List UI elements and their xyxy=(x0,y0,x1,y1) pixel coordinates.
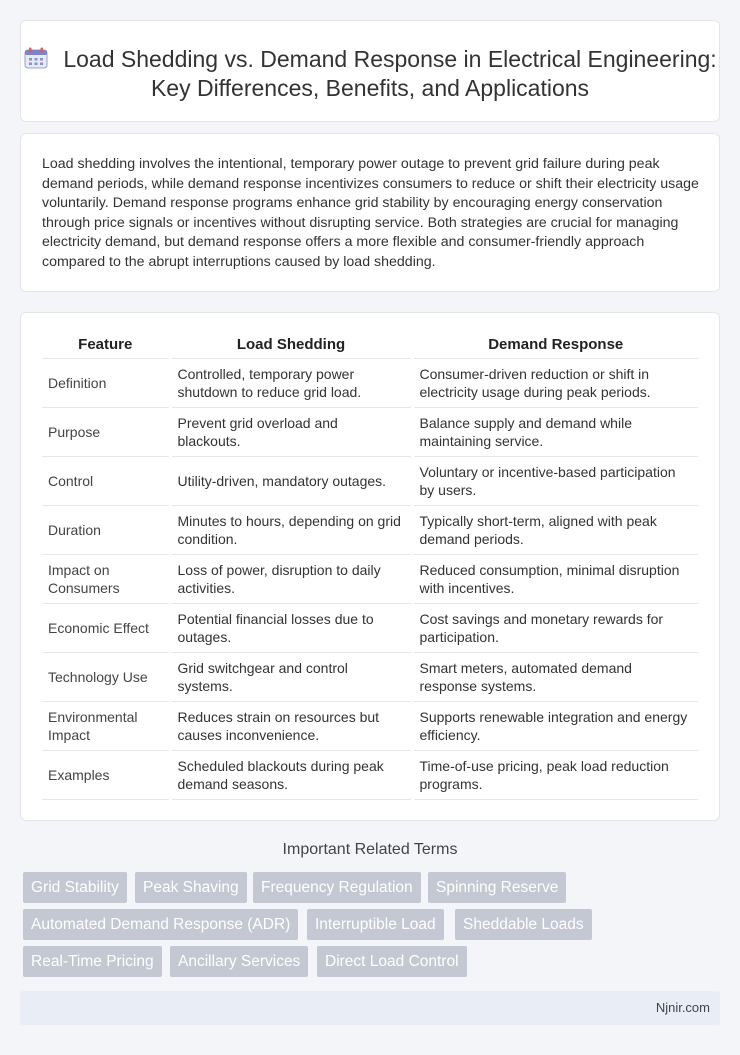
feature-cell: Duration xyxy=(42,505,170,554)
demand-response-cell: Consumer-driven reduction or shift in electricity usage during peak periods. xyxy=(412,358,698,407)
comparison-table-card xyxy=(20,312,720,821)
comparison-table xyxy=(42,335,698,800)
footer xyxy=(20,991,720,1025)
tag-automated-demand-response[interactable]: Automated Demand Response (ADR) xyxy=(23,909,298,940)
load-shedding-cell: Grid switchgear and control systems. xyxy=(170,652,412,701)
tag-ancillary-services[interactable]: Ancillary Services xyxy=(170,946,308,977)
load-shedding-cell: Controlled, temporary power shutdown to reduce grid load. xyxy=(170,358,412,407)
table-row xyxy=(42,407,698,456)
tag-interruptible-load[interactable]: Interruptible Load xyxy=(307,909,444,940)
table-row xyxy=(42,456,698,505)
table-row xyxy=(42,358,698,407)
tag-peak-shaving[interactable]: Peak Shaving xyxy=(135,872,247,903)
related-terms-heading: Important Related Terms xyxy=(282,841,458,858)
feature-cell: Control xyxy=(42,456,170,505)
tag-sheddable-loads[interactable]: Sheddable Loads xyxy=(455,909,592,940)
load-shedding-cell: Scheduled blackouts during peak demand seasons. xyxy=(170,750,412,799)
tag-real-time-pricing[interactable]: Real-Time Pricing xyxy=(23,946,162,977)
demand-response-cell: Reduced consumption, minimal disruption with incentives. xyxy=(412,554,698,603)
load-shedding-cell: Utility-driven, mandatory outages. xyxy=(170,456,412,505)
demand-response-cell: Supports renewable integration and energy efficiency. xyxy=(412,701,698,750)
page-title-text: Load Shedding vs. Demand Response in Electrical Engineering: Key Differences, Benefits, and Applications xyxy=(63,46,717,101)
table-row xyxy=(42,750,698,799)
demand-response-cell: Smart meters, automated demand response systems. xyxy=(412,652,698,701)
summary-text: Load shedding involves the intentional, temporary power outage to prevent grid failure during peak demand periods, while demand response incentivizes consumers to reduce or shift their electricity usage voluntarily. Demand response programs enhance grid stability by encouraging energy conservation through price signals or incentives without disrupting service. Both strategies are crucial for managing electricity demand, but demand response offers a more flexible and consumer-friendly approach compared to the abrupt interruptions caused by load shedding. xyxy=(42,156,699,270)
load-shedding-cell: Reduces strain on resources but causes inconvenience. xyxy=(170,701,412,750)
feature-cell: Examples xyxy=(42,750,170,799)
demand-response-cell: Typically short-term, aligned with peak demand periods. xyxy=(412,505,698,554)
calendar-icon xyxy=(23,47,49,69)
load-shedding-cell: Minutes to hours, depending on grid condition. xyxy=(170,505,412,554)
table-row xyxy=(42,701,698,750)
summary-card xyxy=(20,133,720,292)
table-row xyxy=(42,554,698,603)
table-row xyxy=(42,505,698,554)
tag-direct-load-control[interactable]: Direct Load Control xyxy=(317,946,467,977)
demand-response-cell: Cost savings and monetary rewards for participation. xyxy=(412,603,698,652)
tag-spinning-reserve[interactable]: Spinning Reserve xyxy=(428,872,566,903)
load-shedding-cell: Prevent grid overload and blackouts. xyxy=(170,407,412,456)
table-row xyxy=(42,652,698,701)
header-feature: Feature xyxy=(42,335,170,358)
demand-response-cell: Time-of-use pricing, peak load reduction programs. xyxy=(412,750,698,799)
header-demand-response: Demand Response xyxy=(412,335,698,358)
load-shedding-cell: Potential financial losses due to outages. xyxy=(170,603,412,652)
tag-frequency-regulation[interactable]: Frequency Regulation xyxy=(253,872,421,903)
table-header-row xyxy=(42,335,698,358)
demand-response-cell: Balance supply and demand while maintaining service. xyxy=(412,407,698,456)
feature-cell: Purpose xyxy=(42,407,170,456)
load-shedding-cell: Loss of power, disruption to daily activities. xyxy=(170,554,412,603)
footer-site[interactable]: Njnir.com xyxy=(655,1000,710,1015)
feature-cell: Impact on Consumers xyxy=(42,554,170,603)
demand-response-cell: Voluntary or incentive-based participation by users. xyxy=(412,456,698,505)
feature-cell: Economic Effect xyxy=(42,603,170,652)
feature-cell: Definition xyxy=(42,358,170,407)
table-row xyxy=(42,603,698,652)
header-load-shedding: Load Shedding xyxy=(170,335,412,358)
title-card xyxy=(20,20,720,122)
tag-grid-stability[interactable]: Grid Stability xyxy=(23,872,127,903)
page-title xyxy=(21,45,719,103)
feature-cell: Environmental Impact xyxy=(42,701,170,750)
feature-cell: Technology Use xyxy=(42,652,170,701)
